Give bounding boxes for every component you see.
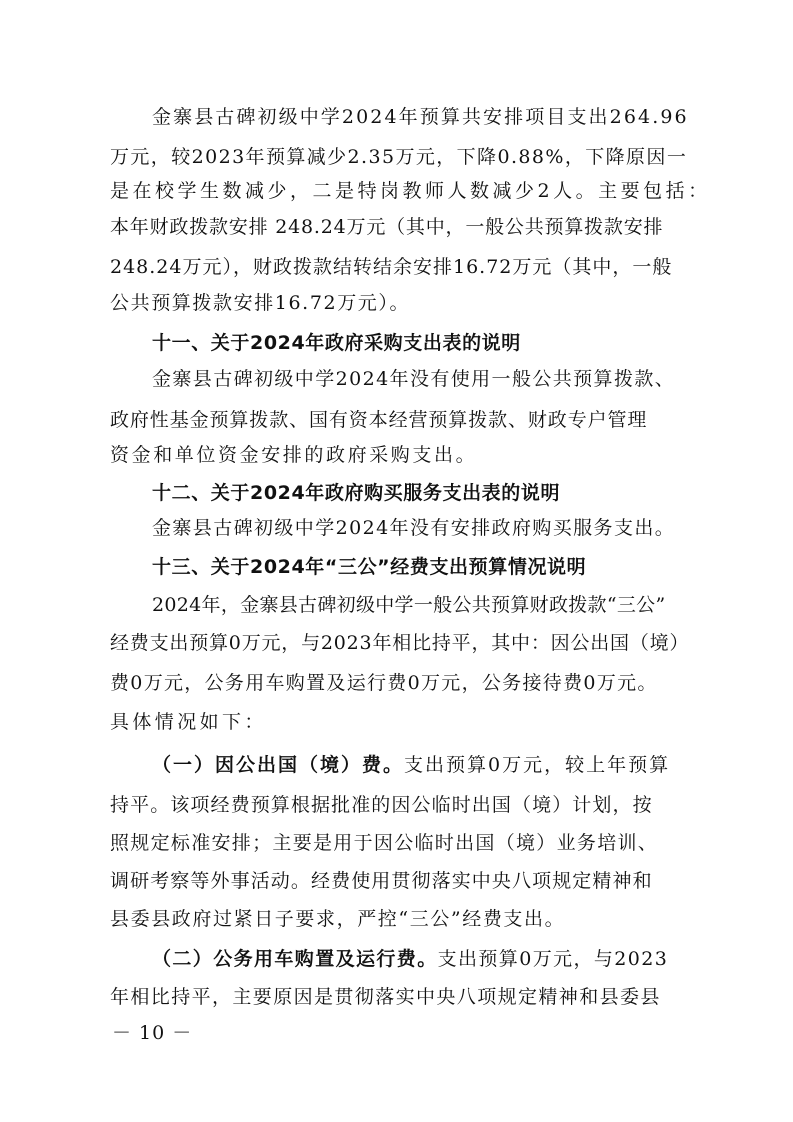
paragraph-line: 县委县政府过紧日子要求，严控“三公”经费支出。: [110, 908, 566, 930]
subsection-text: 支出预算0万元，较上年预算: [404, 754, 671, 776]
subsection-text: 支出预算0万元，与2023: [437, 948, 669, 970]
paragraph-line: 资金和单位资金安排的政府采购支出。: [110, 444, 478, 466]
paragraph-line: 费0万元，公务用车购置及运行费0万元，公务接待费0万元。: [110, 672, 658, 694]
paragraph-line: 政府性基金预算拨款、国有资本经营预算拨款、财政专户管理: [110, 409, 648, 431]
paragraph-line: 照规定标准安排；主要是用于因公临时出国（境）业务培训、: [110, 832, 659, 854]
subsection-title: （一）因公出国（境）费。: [152, 754, 405, 776]
paragraph-line: 调研考察等外事活动。经费使用贯彻落实中央八项规定精神和: [110, 870, 653, 892]
paragraph-line: 是在校学生数减少，二是特岗教师人数减少2人。主要包括：: [110, 180, 711, 202]
paragraph-line: [152, 950, 668, 969]
paragraph-line: 金寨县古碑初级中学2024年预算共安排项目支出264.96: [152, 106, 689, 128]
section-heading: 十三、关于2024年“三公”经费支出预算情况说明: [152, 556, 587, 578]
paragraph-line: 经费支出预算0万元，与2023年相比持平，其中：因公出国（境）: [110, 632, 690, 654]
paragraph-line: 金寨县古碑初级中学2024年没有使用一般公共预算拨款、: [152, 368, 676, 390]
paragraph-line: 具体情况如下：: [110, 711, 267, 733]
paragraph-line: 金寨县古碑初级中学2024年没有安排政府购买服务支出。: [152, 517, 676, 539]
page-number: － 10 －: [112, 1022, 193, 1044]
paragraph-line: 年相比持平，主要原因是贯彻落实中央八项规定精神和县委县: [110, 986, 661, 1008]
subsection-title: （二）公务用车购置及运行费。: [152, 948, 438, 970]
section-heading: 十二、关于2024年政府购买服务支出表的说明: [152, 482, 561, 504]
paragraph-line: 本年财政拨款安排 248.24万元（其中，一般公共预算拨款安排: [110, 216, 664, 238]
paragraph-line: 持平。该项经费预算根据批准的因公临时出国（境）计划，按: [110, 794, 653, 816]
paragraph-line: 万元，较2023年预算减少2.35万元，下降0.88%，下降原因一: [110, 146, 688, 168]
paragraph-line: 2024年，金寨县古碑初级中学一般公共预算财政拨款“三公”: [152, 594, 666, 616]
paragraph-line: 公共预算拨款安排16.72万元）。: [110, 292, 411, 314]
paragraph-line: 248.24万元），财政拨款结转结余安排16.72万元（其中，一般: [110, 256, 673, 278]
paragraph-line: [152, 756, 670, 775]
section-heading: 十一、关于2024年政府采购支出表的说明: [152, 332, 521, 354]
